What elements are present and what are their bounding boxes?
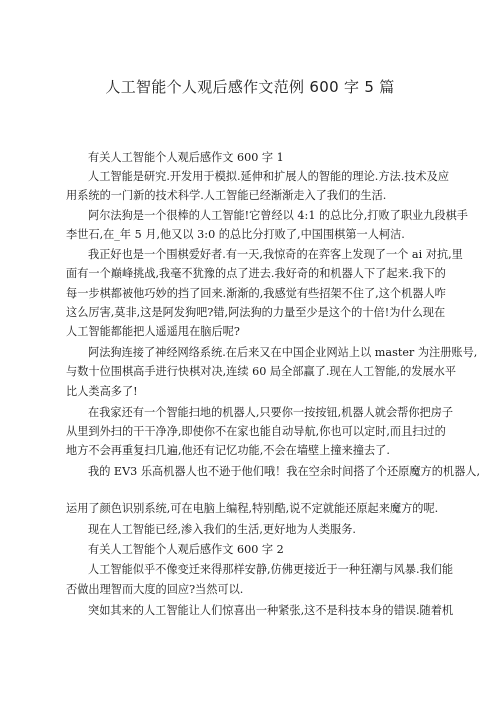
section-heading-2: 有关人工智能个人观后感作文 600 字 2 [88,543,284,556]
paragraph-line: 地方不会再重复扫几遍,他还有记忆功能,不会在墙壁上撞来撞去了. [66,444,390,457]
paragraph-line: 突如其来的人工智能让人们惊喜出一种紧张,这不是科技本身的错误.随着机 [88,604,454,617]
paragraph-line: 这么厉害,莫非,这是阿发狗吧?错,阿法狗的力量至少是这个的十倍!为什么现在 [66,306,446,319]
paragraph-line: 李世石,在_年 5 月,他又以 3:0 的总比分打败了,中国围棋第一人柯洁. [66,228,405,241]
paragraph-line: 运用了颜色识别系统,可在电脑上编程,特别酷,说不定就能还原起来魔方的呢. [66,502,439,515]
paragraph-line: 与数十位围棋高手进行快棋对决,连续 60 局全部赢了.现在人工智能,的发展水平 [66,365,457,378]
paragraph-line: 用系统的一门新的技术科学.人工智能已经渐渐走入了我们的生活. [66,189,387,202]
paragraph-line: 从里到外扫的干干净净,即使你不在家也能自动导航,你也可以定时,而且扫过的 [66,425,446,438]
paragraph-line: 人工智能是研究.开发用于模拟.延伸和扩展人的智能的理论.方法.技术及应 [88,170,450,183]
paragraph-line: 面有一个巅峰挑战,我毫不犹豫的点了进去.我好奇的和机器人下了起来.我下的 [66,267,446,280]
paragraph-line: 人工智能似乎不像变迁来得那样安静,仿佛更接近于一种狂潮与风暴.我们能 [88,563,454,576]
paragraph-line: 阿尔法狗是一个很棒的人工智能!它曾经以 4:1 的总比分,打败了职业九段棋手 [88,209,468,222]
paragraph-line: 每一步棋都被他巧妙的挡了回来.渐渐的,我感觉有些招架不住了,这个机器人咋 [66,287,446,300]
paragraph-line: 我的 EV3 乐高机器人也不逊于他们哦！我在空余时间搭了个还原魔方的机器人, [88,465,481,478]
paragraph-line: 我正好也是一个围棋爱好者.有一天,我惊奇的在弈客上发现了一个 ai 对抗,里 [88,248,463,261]
document-title: 人工智能个人观后感作文范例 600 字 5 篇 [105,78,395,96]
paragraph-line: 在我家还有一个智能扫地的机器人,只要你一按按钮,机器人就会帮你把房子 [88,406,454,419]
paragraph-line: 比人类高多了! [66,385,138,398]
paragraph-line: 人工智能都能把人遥遥甩在脑后呢? [66,325,240,338]
paragraph-line: 现在人工智能已经,渗入我们的生活,更好地为人类服务. [88,523,356,536]
paragraph-line: 否做出理智而大度的回应?当然可以. [66,583,244,596]
paragraph-line: 阿法狗连接了神经网络系统.在后来又在中国企业网站上以 master 为注册账号, [88,346,478,359]
section-heading-1: 有关人工智能个人观后感作文 600 字 1 [88,151,284,164]
